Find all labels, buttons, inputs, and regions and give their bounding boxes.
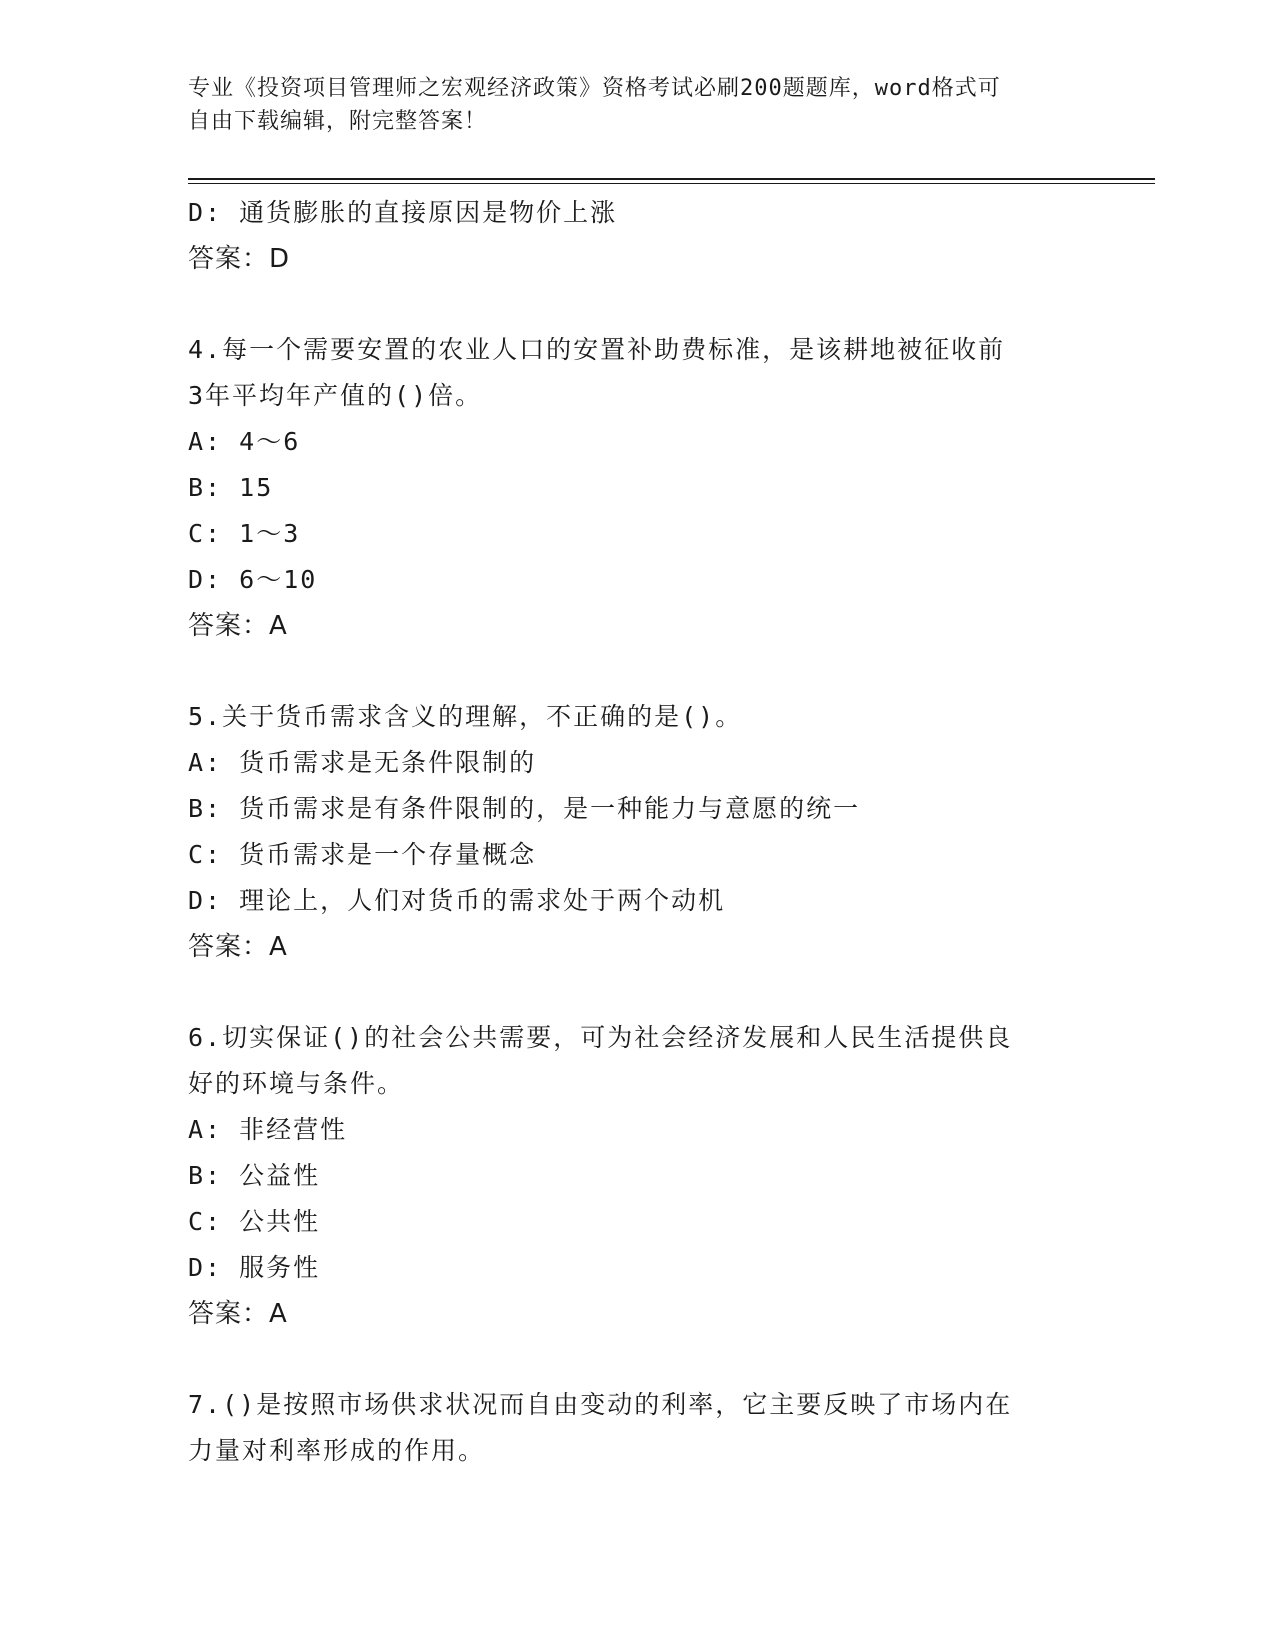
question-stem-line: 3年平均年产值的()倍。 bbox=[188, 381, 483, 410]
question-stem-line: 5.关于货币需求含义的理解，不正确的是()。 bbox=[188, 702, 743, 731]
answer-line: 答案：A bbox=[188, 1299, 288, 1329]
header-divider-thin bbox=[188, 183, 1155, 184]
document-header bbox=[188, 72, 1068, 138]
question-stem-line: 力量对利率形成的作用。 bbox=[188, 1436, 486, 1465]
question-5 bbox=[188, 694, 1068, 970]
question-stem-line: 好的环境与条件。 bbox=[188, 1069, 405, 1098]
option-d: D: 通货膨胀的直接原因是物价上涨 bbox=[188, 198, 618, 227]
spacer bbox=[188, 282, 1068, 327]
option-b: B: 15 bbox=[188, 473, 274, 502]
option-b: B: 货币需求是有条件限制的，是一种能力与意愿的统一 bbox=[188, 794, 861, 823]
spacer bbox=[188, 649, 1068, 694]
option-a: A: 货币需求是无条件限制的 bbox=[188, 748, 537, 777]
question-content bbox=[188, 190, 1068, 1474]
option-d: D: 6～10 bbox=[188, 565, 318, 594]
option-d: D: 理论上，人们对货币的需求处于两个动机 bbox=[188, 886, 726, 915]
question-stem-line: 4.每一个需要安置的农业人口的安置补助费标准，是该耕地被征收前 bbox=[188, 335, 1006, 364]
question-7 bbox=[188, 1382, 1068, 1474]
spacer bbox=[188, 970, 1068, 1015]
spacer bbox=[188, 1337, 1068, 1382]
header-divider-thick bbox=[188, 178, 1155, 180]
option-a: A: 非经营性 bbox=[188, 1115, 348, 1144]
question-6 bbox=[188, 1015, 1068, 1337]
option-c: C: 1～3 bbox=[188, 519, 301, 548]
question-4 bbox=[188, 327, 1068, 649]
option-d: D: 服务性 bbox=[188, 1253, 321, 1282]
option-a: A: 4～6 bbox=[188, 427, 301, 456]
option-b: B: 公益性 bbox=[188, 1161, 321, 1190]
header-title-line-1: 专业《投资项目管理师之宏观经济政策》资格考试必刷200题题库，word格式可 bbox=[188, 76, 1001, 101]
option-c: C: 公共性 bbox=[188, 1207, 321, 1236]
option-c: C: 货币需求是一个存量概念 bbox=[188, 840, 537, 869]
question-3-tail bbox=[188, 190, 1068, 282]
answer-line: 答案：A bbox=[188, 611, 288, 641]
answer-line: 答案：A bbox=[188, 932, 288, 962]
answer-line: 答案：D bbox=[188, 244, 291, 274]
question-stem-line: 6.切实保证()的社会公共需要，可为社会经济发展和人民生活提供良 bbox=[188, 1023, 1013, 1052]
header-title-line-2: 自由下载编辑，附完整答案！ bbox=[188, 109, 488, 134]
question-stem-line: 7.()是按照市场供求状况而自由变动的利率，它主要反映了市场内在 bbox=[188, 1390, 1013, 1419]
